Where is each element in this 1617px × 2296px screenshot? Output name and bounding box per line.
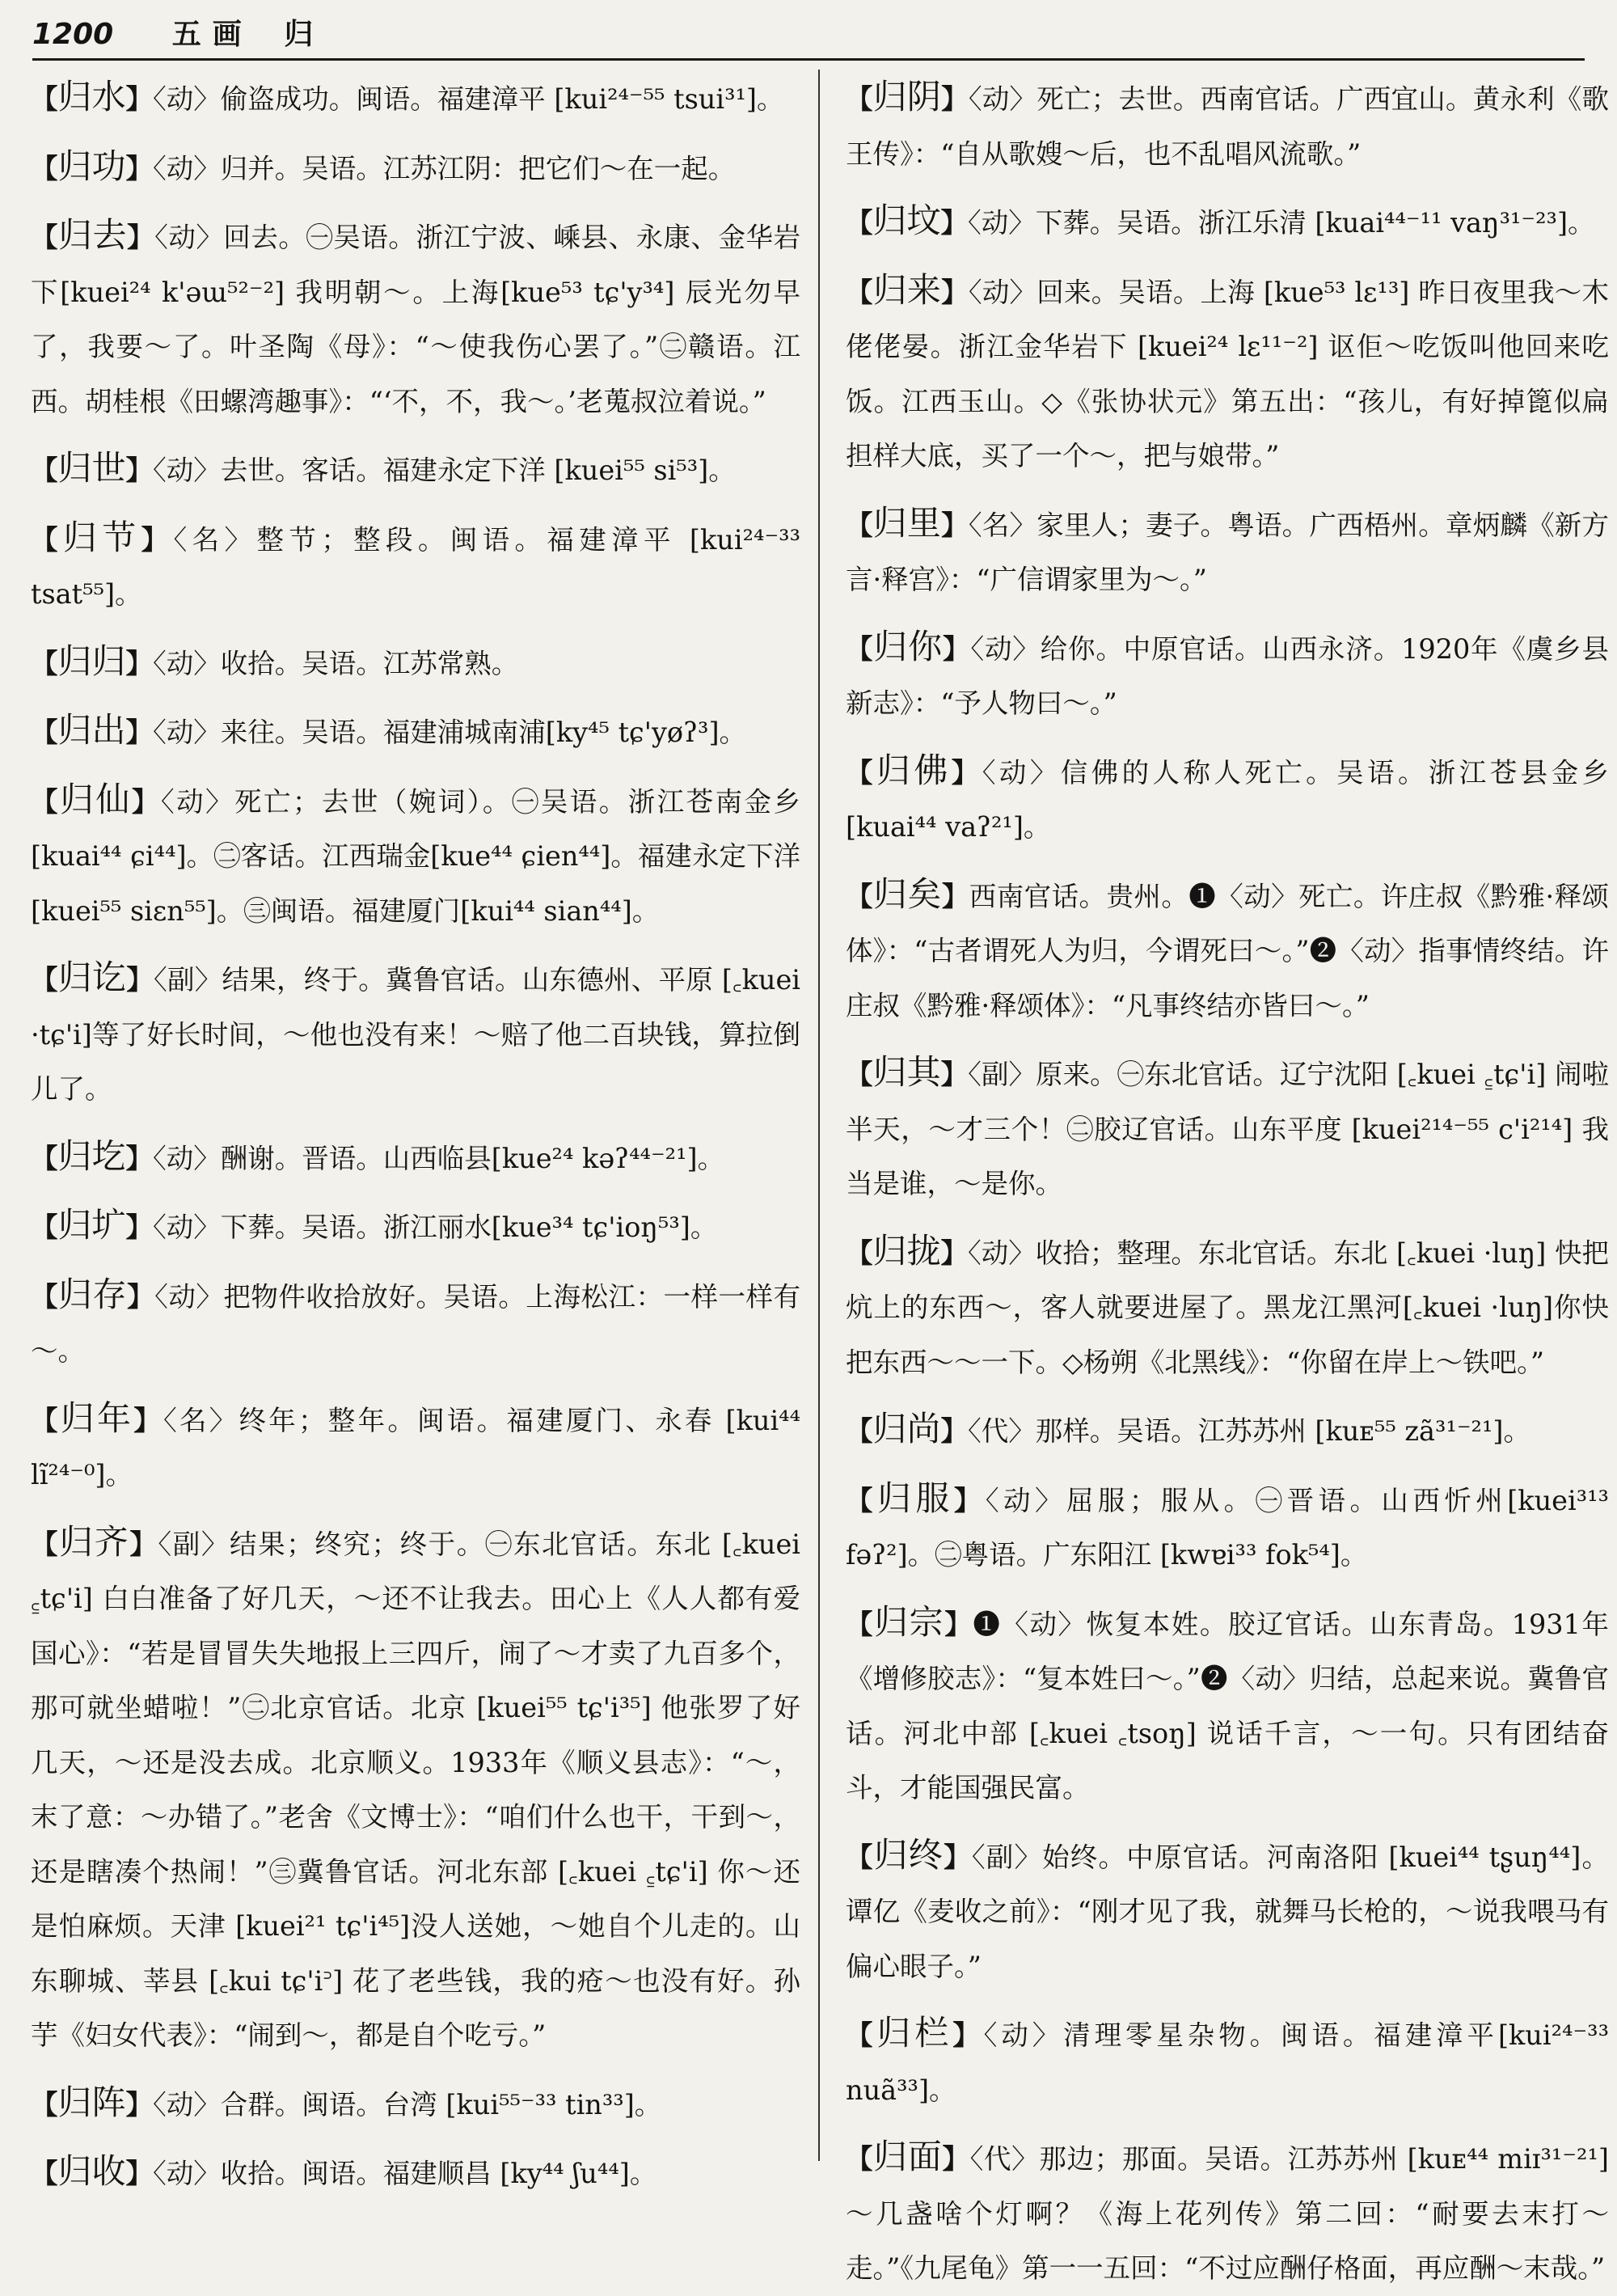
right-bracket: 】 xyxy=(944,1841,972,1873)
dictionary-entry xyxy=(23,634,800,691)
dictionary-entry xyxy=(838,263,1609,484)
left-bracket: 【 xyxy=(31,1280,59,1313)
right-bracket: 】 xyxy=(951,756,982,789)
left-bracket: 【 xyxy=(31,2158,58,2189)
entry-headword: 归收 xyxy=(57,2151,126,2191)
left-bracket: 【 xyxy=(31,647,58,679)
entry-headword: 归阴 xyxy=(872,77,942,116)
entry-headword: 归存 xyxy=(58,1274,128,1314)
entry-headword: 归佛 xyxy=(876,750,952,790)
entry-headword: 归拢 xyxy=(872,1230,941,1271)
dictionary-entry xyxy=(23,441,800,498)
entry-definition: 西南官话。贵州。❶〈动〉死亡。许庄叔《黔雅·释颂体》：“古者谓死人为归，今谓死曰～。”❷〈动〉指事情终结。许庄叔《黔雅·释颂体》：“凡事终结亦皆曰～。” xyxy=(846,880,1610,1021)
dictionary-entry xyxy=(838,1595,1609,1816)
entry-headword: 归里 xyxy=(872,502,942,543)
dictionary-entry xyxy=(23,1515,800,2063)
left-bracket: 【 xyxy=(846,880,873,912)
dictionary-entry xyxy=(23,1267,800,1379)
left-bracket: 【 xyxy=(31,1211,58,1243)
entry-headword: 归其 xyxy=(872,1052,941,1092)
entry-definition: 〈动〉清理零星杂物。闽语。福建漳平[kui²⁴⁻³³ nuã³³]。 xyxy=(846,2019,1610,2106)
entry-definition: 〈动〉下葬。吴语。浙江丽水[kue³⁴ tɕ'ioŋ⁵³]。 xyxy=(153,1211,718,1243)
right-bracket: 】 xyxy=(125,647,154,679)
entry-headword: 归矣 xyxy=(872,873,942,914)
entry-headword: 归服 xyxy=(876,1478,954,1518)
entry-definition: 〈动〉去世。客话。福建永定下洋 [kuei⁵⁵ si⁵³]。 xyxy=(153,455,736,486)
left-bracket: 【 xyxy=(846,509,873,541)
entry-headword: 归宗 xyxy=(874,1601,945,1642)
entry-definition: 〈副〉始终。中原官话。河南洛阳 [kuei⁴⁴ tʂuŋ⁴⁴]。谭亿《麦收之前》：“刚才见了我，就舞马长枪的，～说我喂马有偏心眼子。” xyxy=(846,1841,1610,1982)
right-bracket: 】 xyxy=(125,1211,154,1243)
entry-definition: 〈动〉收拾。闽语。福建顺昌 [ky⁴⁴ ʃu⁴⁴]。 xyxy=(153,2158,657,2189)
dictionary-entry xyxy=(23,139,800,197)
entry-definition: 〈动〉给你。中原官话。山西永济。1920年《虞乡县新志》：“予人物曰～。” xyxy=(846,632,1609,719)
dictionary-entry xyxy=(838,1828,1609,1994)
dictionary-entry xyxy=(838,2129,1609,2296)
left-bracket: 【 xyxy=(31,964,58,996)
left-bracket: 【 xyxy=(31,2088,58,2121)
entry-definition: 〈代〉那边；那面。吴语。江苏苏州 [kuᴇ⁴⁴ miɪ³¹⁻²¹] ～几盏啥个灯啊？《海上花列传》第二回：“耐要去末打～走。”《九尾龟》第一一五回：“不过应酬仔格面，再应酬～末哉。” xyxy=(846,2143,1609,2284)
section-label: 五画 xyxy=(171,18,253,51)
right-bracket: 】 xyxy=(127,1280,155,1313)
left-bracket: 【 xyxy=(31,785,60,818)
entry-headword: 归功 xyxy=(57,146,126,186)
right-bracket: 】 xyxy=(125,2158,154,2189)
right-bracket: 】 xyxy=(125,455,154,486)
entry-headword: 归你 xyxy=(873,626,944,666)
left-bracket: 【 xyxy=(846,207,873,239)
left-bracket: 【 xyxy=(846,632,874,665)
dictionary-entry xyxy=(23,70,800,127)
entry-headword: 归去 xyxy=(58,215,128,255)
right-bracket: 】 xyxy=(941,83,969,115)
right-bracket: 】 xyxy=(944,1608,973,1640)
column-divider xyxy=(818,70,820,2161)
left-bracket: 【 xyxy=(846,83,873,115)
dictionary-entry xyxy=(838,1471,1609,1583)
right-bracket: 】 xyxy=(141,523,174,556)
right-bracket: 】 xyxy=(943,632,971,665)
left-bracket: 【 xyxy=(31,1404,61,1436)
dictionary-entry xyxy=(23,208,800,429)
right-bracket: 】 xyxy=(940,1237,969,1269)
entry-definition: 〈副〉原来。㊀东北官话。辽宁沈阳 [꜀kuei ꜁tɕ'i] 闹啦半天，～才三个！㊁胶辽官话。山东平度 [kuei²¹⁴⁻⁵⁵ c'i²¹⁴] 我当是谁，～是你。 xyxy=(846,1059,1610,1199)
entry-definition: 〈副〉结果；终究；终于。㊀东北官话。东北 [꜀kuei ꜁tɕ'i] 白白准备了好几天，～还不让我去。田心上《人人都有爱国心》：“若是冒冒失失地报上三四斤，闹了～才卖了九百多个，那可就坐蜡啦！”㊁北京官话。北京 [kuei⁵⁵ tɕ'i³⁵] 他张罗了好几天，～还是没去成。北京顺义。1933年《顺义县志》：“～，末了意：～办错了。”老舍《文博士》：“咱们什么也干，干到～，还是瞎凑个热闹！”㊂冀鲁官话。河北东部 [꜀kuei ꜁tɕ'i] 你～还是怕麻烦。天津 [kuei²¹ tɕ'i⁴⁵]没人送她，～她自个儿走的。山东聊城、莘县 [꜀kui tɕ'i꜄] 花了老些钱，我的疮～也没有好。孙芋《妇女代表》：“闹到～，都是自个吃亏。” xyxy=(31,1528,800,2051)
right-bracket: 】 xyxy=(942,2143,970,2175)
entry-headword: 归归 xyxy=(57,641,126,681)
entry-definition: 〈代〉那样。吴语。江苏苏州 [kuᴇ⁵⁵ zã³¹⁻²¹]。 xyxy=(968,1415,1530,1447)
entry-headword: 归圹 xyxy=(57,1205,126,1245)
left-bracket: 【 xyxy=(846,2143,874,2175)
right-bracket: 】 xyxy=(952,2019,984,2051)
left-bracket: 【 xyxy=(846,2019,877,2051)
right-bracket: 】 xyxy=(131,785,161,818)
entry-definition: 〈动〉来往。吴语。福建浦城南浦[ky⁴⁵ tɕ'yøʔ³]。 xyxy=(153,717,747,748)
entry-definition: 〈动〉回来。吴语。上海 [kue⁵³ lɛ¹³] 昨日夜里我～木佬佬晏。浙江金华岩下 [kuei²⁴ lɛ¹¹⁻²] 讴佢～吃饭叫他回来吃饭。江西玉山。◇《张协状元》第五出：“孩儿，有好掉篦似扁担样大底，买了一个～，把与娘带。” xyxy=(846,276,1609,471)
entry-definition: 〈动〉死亡；去世。西南官话。广西宜山。黄永利《歌王传》：“自从歌嫂～后，也不乱唱风流歌。” xyxy=(846,83,1610,170)
entry-headword: 归栏 xyxy=(876,2013,953,2053)
left-bracket: 【 xyxy=(31,222,59,253)
left-bracket: 【 xyxy=(31,1528,60,1560)
entry-headword: 归面 xyxy=(873,2137,943,2176)
dictionary-entry xyxy=(23,510,800,622)
entry-headword: 归讫 xyxy=(57,958,127,997)
dictionary-entry xyxy=(23,772,800,939)
entry-headword: 归节 xyxy=(62,517,141,557)
entry-headword: 归圪 xyxy=(57,1135,126,1176)
entry-definition: 〈动〉归并。吴语。江苏江阴：把它们～在一起。 xyxy=(153,152,736,184)
left-bracket: 【 xyxy=(31,1142,58,1174)
dictionary-entry xyxy=(838,1045,1609,1211)
left-bracket: 【 xyxy=(846,1237,873,1269)
left-bracket: 【 xyxy=(846,1484,877,1516)
entry-headword: 归年 xyxy=(60,1397,134,1438)
left-bracket: 【 xyxy=(31,523,63,556)
dictionary-entry xyxy=(838,619,1609,731)
dictionary-entry xyxy=(838,496,1609,607)
entry-definition: 〈动〉信佛的人称人死亡。吴语。浙江苍县金乡 [kuai⁴⁴ vaʔ²¹]。 xyxy=(846,756,1610,843)
right-bracket: 】 xyxy=(941,509,969,541)
entry-headword: 归尚 xyxy=(872,1409,941,1448)
dictionary-entry xyxy=(838,193,1609,251)
right-bracket: 】 xyxy=(941,276,969,308)
dictionary-entry xyxy=(23,950,800,1117)
page-header xyxy=(32,11,1585,61)
dictionary-entry xyxy=(838,1224,1609,1390)
right-bracket: 】 xyxy=(133,1404,164,1436)
entry-definition: 〈动〉酬谢。晋语。山西临县[kue²⁴ kəʔ⁴⁴⁻²¹]。 xyxy=(153,1142,725,1174)
entry-definition: 〈名〉终年；整年。闽语。福建厦门、永春 [kui⁴⁴ lĩ²⁴⁻⁰]。 xyxy=(31,1404,801,1490)
entry-definition: 〈动〉收拾。吴语。江苏常熟。 xyxy=(153,647,519,679)
left-column xyxy=(23,70,801,2191)
dictionary-entry xyxy=(23,703,800,760)
entry-headword: 归坟 xyxy=(872,201,941,240)
entry-definition: 〈动〉回去。㊀吴语。浙江宁波、嵊县、永康、金华岩下[kuei²⁴ k'əɯ⁵²⁻²] 我明朝～。上海[kue⁵³ tɕ'y³⁴] 辰光勿早了，我要～了。叶圣陶《母》：“～使我伤心罢了。”㊁赣语。江西。胡桂根《田螺湾趣事》：“‘不，不，我～。’老蒐叔泣着说。” xyxy=(31,222,801,417)
right-bracket: 】 xyxy=(125,83,154,115)
entry-definition: 〈名〉家里人；妻子。粤语。广西梧州。章炳麟《新方言·释宫》：“广信谓家里为～。” xyxy=(846,509,1610,595)
right-bracket: 】 xyxy=(940,1415,969,1447)
right-bracket: 】 xyxy=(125,1142,154,1174)
page-number: 1200 xyxy=(32,18,114,51)
right-bracket: 】 xyxy=(129,1528,158,1560)
dictionary-entry xyxy=(23,1391,800,1503)
left-bracket: 【 xyxy=(846,276,873,308)
entry-definition: 〈副〉结果，终于。冀鲁官话。山东德州、平原 [꜀kuei ·tɕ'i]等了好长时间，～他也没有来！～赔了他二百块钱，算拉倒儿了。 xyxy=(31,964,800,1105)
right-bracket: 】 xyxy=(940,207,969,239)
dictionary-entry xyxy=(838,70,1609,181)
entry-headword: 归世 xyxy=(57,448,126,488)
left-bracket: 【 xyxy=(31,717,58,748)
entry-headword: 归齐 xyxy=(59,1521,130,1562)
left-bracket: 【 xyxy=(846,1415,873,1447)
entry-definition: 〈动〉把物件收拾放好。吴语。上海松江：一样一样有～。 xyxy=(31,1280,801,1367)
dictionary-entry xyxy=(838,2006,1609,2117)
right-bracket: 】 xyxy=(126,964,154,996)
dictionary-entry xyxy=(838,867,1609,1034)
dictionary-entry xyxy=(23,1198,800,1255)
left-bracket: 【 xyxy=(31,152,58,184)
entry-definition: 〈动〉偷盗成功。闽语。福建漳平 [kui²⁴⁻⁵⁵ tsui³¹]。 xyxy=(153,83,784,115)
entry-headword: 归终 xyxy=(873,1834,944,1875)
entry-headword: 归仙 xyxy=(59,779,132,819)
left-bracket: 【 xyxy=(31,455,58,486)
entry-headword: 归来 xyxy=(872,269,942,310)
dictionary-entry xyxy=(838,743,1609,855)
entry-definition: 〈动〉下葬。吴语。浙江乐清 [kuai⁴⁴⁻¹¹ vaŋ³¹⁻²³]。 xyxy=(968,207,1595,239)
entry-headword: 归阵 xyxy=(57,2082,126,2122)
header-character: 归 xyxy=(284,18,314,51)
dictionary-entry xyxy=(23,1129,800,1186)
right-bracket: 】 xyxy=(940,1059,969,1090)
right-bracket: 】 xyxy=(941,880,969,912)
entry-definition: 〈动〉死亡；去世（婉词）。㊀吴语。浙江苍南金乡[kuai⁴⁴ ɕi⁴⁴]。㊁客话。江西瑞金[kue⁴⁴ ɕien⁴⁴]。福建永定下洋 [kuei⁵⁵ siɛn⁵⁵]。㊂闽语。福建厦门[kui⁴⁴ sian⁴⁴]。 xyxy=(31,785,801,927)
entry-definition: 〈动〉收拾；整理。东北官话。东北 [꜀kuei ·luŋ] 快把炕上的东西～，客人就要进屋了。黑龙江黑河[꜀kuei ·luŋ]你快把东西～～一下。◇杨朔《北黑线》：“你留在岸上～铁吧。” xyxy=(846,1237,1610,1378)
dictionary-entry xyxy=(838,1402,1609,1459)
dictionary-entry xyxy=(23,2075,800,2133)
right-bracket: 】 xyxy=(127,222,155,253)
entry-definition: 〈动〉屈服；服从。㊀晋语。山西忻州[kuei³¹³ fəʔ²]。㊁粤语。广东阳江 [kwɐi³³ fok⁵⁴]。 xyxy=(846,1484,1609,1571)
entry-definition: 〈动〉合群。闽语。台湾 [kui⁵⁵⁻³³ tin³³]。 xyxy=(153,2088,662,2121)
left-bracket: 【 xyxy=(31,83,58,115)
left-bracket: 【 xyxy=(846,1059,873,1090)
right-bracket: 】 xyxy=(125,717,154,748)
right-bracket: 】 xyxy=(953,1484,986,1516)
right-bracket: 】 xyxy=(125,152,154,184)
left-bracket: 【 xyxy=(846,756,876,789)
entry-headword: 归出 xyxy=(57,710,126,750)
right-column xyxy=(838,70,1610,2284)
left-bracket: 【 xyxy=(846,1608,875,1640)
entry-definition: 〈名〉整节；整段。闽语。福建漳平 [kui²⁴⁻³³ tsat⁵⁵]。 xyxy=(31,523,800,610)
right-bracket: 】 xyxy=(125,2088,154,2121)
dictionary-entry xyxy=(23,2144,800,2201)
left-bracket: 【 xyxy=(846,1841,874,1873)
entry-definition: ❶〈动〉恢复本姓。胶辽官话。山东青岛。1931年《增修胶志》：“复本姓曰～。”❷〈动〉归结，总起来说。冀鲁官话。河北中部 [꜀kuei ꜀tsoŋ] 说话千言，～一句。只有团结奋斗，才能国强民富。 xyxy=(846,1608,1609,1803)
entry-headword: 归水 xyxy=(57,77,126,116)
